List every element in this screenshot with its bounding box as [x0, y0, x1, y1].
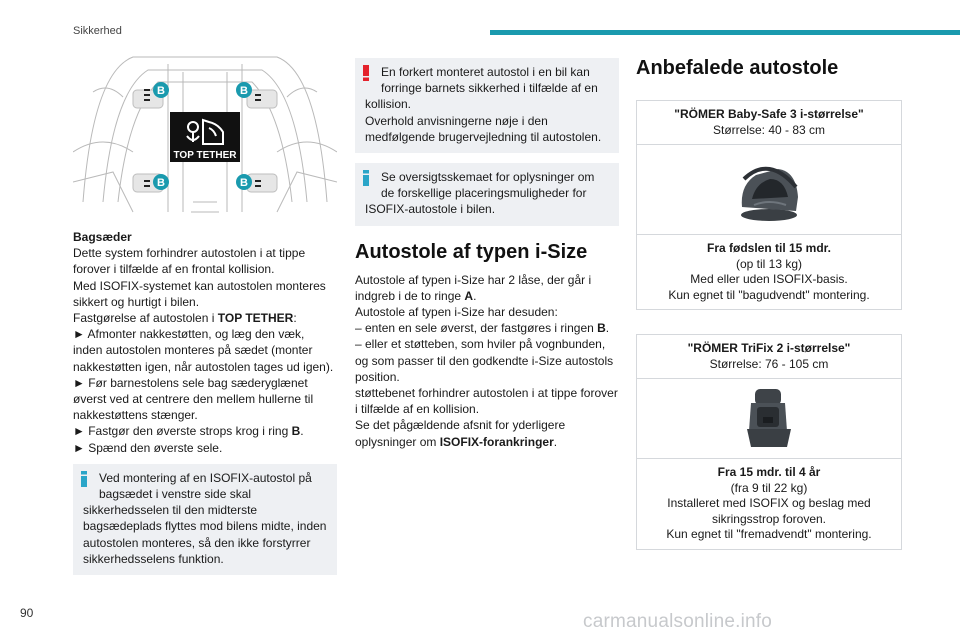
- ring-b-label: B: [240, 177, 248, 189]
- seat-size: Størrelse: 76 - 105 cm: [709, 356, 829, 371]
- page-number: 90: [20, 606, 34, 620]
- info-note: Se oversigtsskemaet for oplysninger om de forskellige placeringsmuligheder for ISOFIX-autostole i bilen.: [355, 163, 619, 226]
- rear-seats-heading: Bagsæder: [73, 230, 132, 244]
- seat-weight: (op til 13 kg): [735, 256, 803, 271]
- ring-b-ref: B: [291, 424, 301, 439]
- section-label: Sikkerhed: [73, 25, 122, 37]
- info-icon: [81, 471, 87, 487]
- paragraph: Fastgørelse af autostolen i TOP TETHER:: [73, 311, 297, 326]
- top-tether-badge: [170, 112, 240, 162]
- seat-orientation: Kun egnet til "fremadvendt" montering.: [666, 527, 872, 541]
- seat-size: Størrelse: 40 - 83 cm: [712, 122, 826, 137]
- info-icon: [363, 170, 369, 186]
- paragraph: Autostole af typen i-Size har 2 låse, der går i indgreb i de to ringe A.: [355, 272, 592, 303]
- seat-install: Installeret med ISOFIX og beslag med sikringsstrop foroven.: [667, 496, 871, 526]
- seat-orientation: Kun egnet til "bagudvendt" montering.: [668, 287, 870, 302]
- warning-icon: [363, 65, 369, 81]
- seat-name: "RÖMER Baby-Safe 3 i-størrelse": [674, 107, 864, 121]
- step-item: ► Afmonter nakkestøtten, og læg den væk, inden autostolen monteres på sædet (monter nakkestøtten igen, når autostolen tages ud igen).: [73, 327, 334, 374]
- seat-card-trifix: [636, 334, 902, 550]
- header-accent-bar: [490, 30, 960, 35]
- paragraph: Autostole af typen i-Size har desuden:: [355, 305, 558, 320]
- paragraph: støttebenet forhindrer autostolen i at tippe forover i tilfælde af en kollision.: [355, 386, 618, 417]
- isofix-anchorages-ref: ISOFIX-forankringer: [439, 434, 554, 449]
- seat-install: Med eller uden ISOFIX-basis.: [690, 272, 848, 286]
- seat-card-baby-safe: [636, 100, 902, 310]
- ring-b-label: B: [157, 85, 165, 97]
- step-item: ► Spænd den øverste sele.: [73, 440, 223, 455]
- seat-name: "RÖMER TriFix 2 i-størrelse": [687, 341, 851, 355]
- top-tether-term: TOP TETHER: [217, 311, 294, 326]
- seat-age: Fra 15 mdr. til 4 år: [717, 465, 821, 479]
- child-seat-image: [741, 387, 797, 451]
- paragraph: Dette system forhindrer autostolen i at tippe forover i tilfælde af en frontal kollision.: [73, 246, 306, 277]
- column-right: [636, 56, 902, 550]
- ring-a-ref: A: [464, 288, 474, 303]
- isofix-anchor-diagram: [73, 52, 337, 222]
- recommended-seats-heading: Anbefalede autostole: [636, 57, 839, 79]
- top-tether-label: TOP TETHER: [173, 150, 237, 161]
- ring-b-label: B: [157, 177, 165, 189]
- dash-item: – enten en sele øverst, der fastgøres i ringen B.: [355, 321, 610, 336]
- seat-age: Fra fødslen til 15 mdr.: [706, 241, 832, 255]
- baby-carrier-image: [734, 157, 804, 223]
- step-item: ► Før barnestolens sele bag sæderyglænet øverst ved at centrere den mellem hullerne til nakkestøttens stænger.: [73, 375, 314, 423]
- step-item: ► Fastgør den øverste strops krog i ring B.: [73, 424, 304, 439]
- ring-b-ref: B: [597, 321, 606, 336]
- seat-weight: (fra 9 til 22 kg): [730, 480, 808, 495]
- column-left: [73, 52, 337, 575]
- isize-heading: Autostole af typen i-Size: [355, 240, 588, 263]
- info-note: Ved montering af en ISOFIX-autostol på bagsædet i venstre side skal sikkerhedsselen til den midterste bagsædeplads flyttes mod bilens midte, inden autostolen monteres, så den ikke forstyrrer sikkerhedsselens funktion.: [73, 464, 337, 575]
- warning-note: En forkert monteret autostol i en bil kan forringe barnets sikkerhed i tilfælde af en kollision. Overhold anvisningerne nøje i den medfølgende brugervejledning til autostolen.: [355, 58, 619, 153]
- ring-b-label: B: [240, 85, 248, 97]
- paragraph: Med ISOFIX-systemet kan autostolen monteres sikkert og hurtigt i bilen.: [73, 278, 326, 309]
- dash-item: – eller et støtteben, som hviler på vognbunden, og som passer til den godkendte i-Size autostols position.: [355, 337, 614, 384]
- paragraph: Se det pågældende afsnit for yderligere oplysninger om ISOFIX-forankringer.: [355, 418, 566, 449]
- watermark: carmanualsonline.info: [583, 611, 773, 632]
- column-middle: [355, 58, 619, 450]
